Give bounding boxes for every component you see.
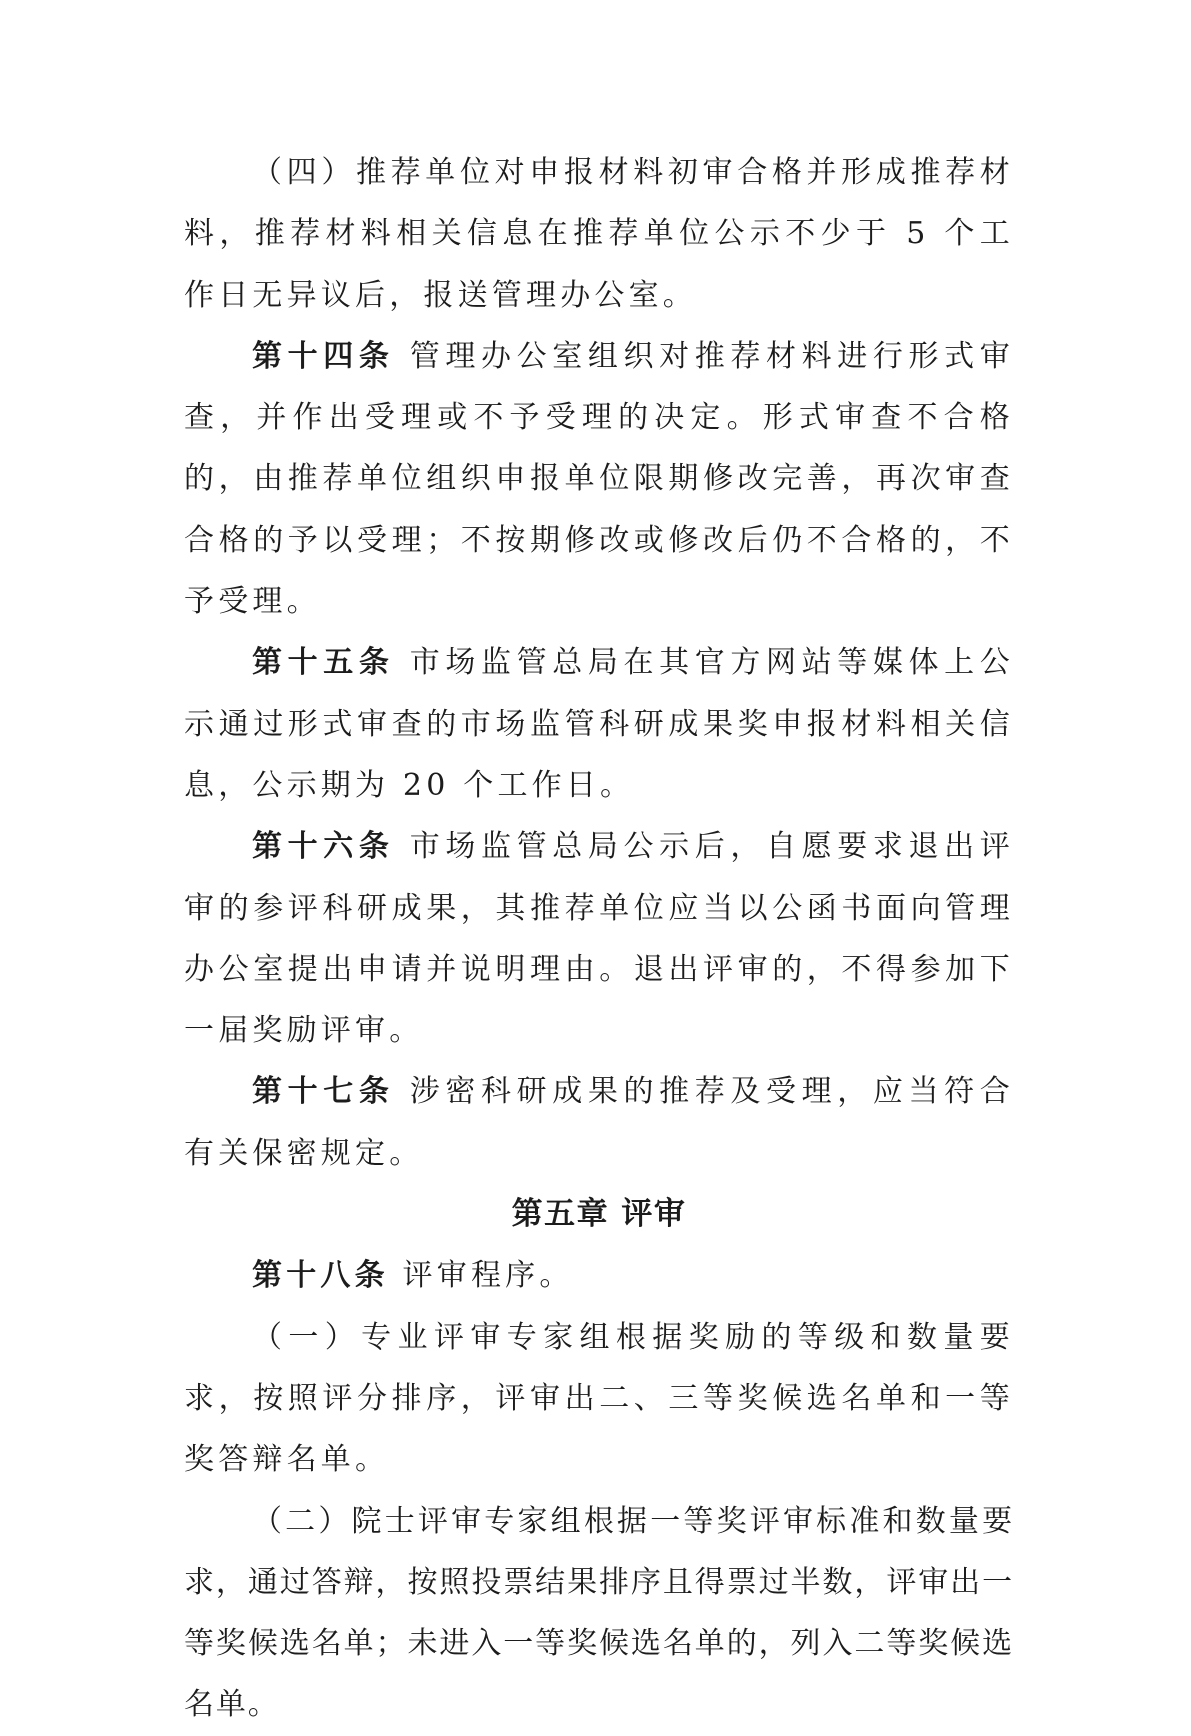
article-heading: 第十四条 (252, 338, 395, 374)
article-15 (184, 632, 1014, 816)
article-18 (184, 1245, 1014, 1306)
paragraph-text: 评审程序。 (388, 1258, 574, 1294)
article-heading: 第十六条 (252, 829, 395, 865)
article-16 (184, 816, 1014, 1061)
paragraph-text: 涉密科研成果的推荐及受理，应当符合有关保密规定。 (184, 1074, 1014, 1171)
paragraph-item-4 (184, 142, 1014, 326)
article-17 (184, 1061, 1014, 1184)
paragraph-text: 市场监管总局公示后，自愿要求退出评审的参评科研成果，其推荐单位应当以公函书面向管理办公室提出申请并说明理由。退出评审的，不得参加下一届奖励评审。 (184, 829, 1014, 1049)
article-heading: 第十八条 (252, 1258, 389, 1294)
paragraph-text: 市场监管总局在其官方网站等媒体上公示通过形式审查的市场监管科研成果奖申报材料相关信息，公示期为 20 个工作日。 (184, 645, 1014, 803)
article-heading: 第十七条 (252, 1074, 395, 1110)
paragraph-item-2 (184, 1491, 1014, 1736)
article-14 (184, 326, 1014, 632)
paragraph-text: （一）专业评审专家组根据奖励的等级和数量要求，按照评分排序，评审出二、三等奖候选名单和一等奖答辩名单。 (184, 1319, 1014, 1478)
paragraph-text: （四）推荐单位对申报材料初审合格并形成推荐材料，推荐材料相关信息在推荐单位公示不少于 5 个工作日无异议后，报送管理办公室。 (184, 155, 1014, 313)
article-heading: 第十五条 (252, 645, 395, 681)
document-body (184, 142, 1014, 1736)
paragraph-text: （二）院士评审专家组根据一等奖评审标准和数量要求，通过答辩，按照投票结果排序且得票过半数，评审出一等奖候选名单；未进入一等奖候选名单的，列入二等奖候选名单。 (184, 1503, 1014, 1723)
paragraph-item-1 (184, 1307, 1014, 1491)
paragraph-text: 管理办公室组织对推荐材料进行形式审查，并作出受理或不予受理的决定。形式审查不合格的，由推荐单位组织申报单位限期修改完善，再次审查合格的予以受理；不按期修改或修改后仍不合格的，不予受理。 (184, 338, 1014, 620)
chapter-title: 第五章 评审 (511, 1196, 687, 1233)
